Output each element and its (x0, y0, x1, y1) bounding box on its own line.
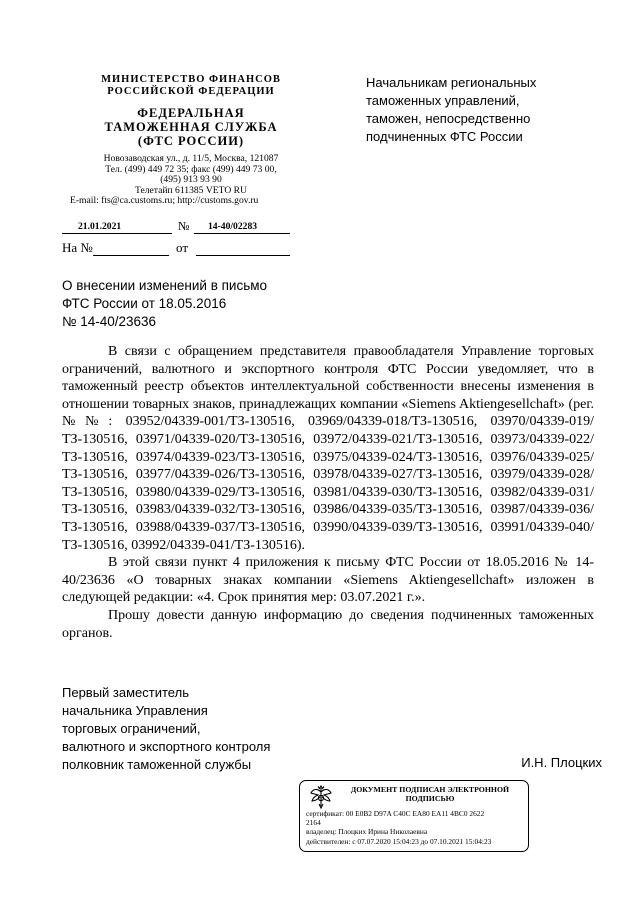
subject-line-2: ФТС России от 18.05.2016 (62, 296, 227, 311)
signer-line-5: полковник таможенной службы (62, 757, 252, 772)
subject-block (62, 277, 362, 331)
stamp-title-line-2: ПОДПИСЬЮ (405, 794, 455, 803)
reference-from-label: от (176, 240, 189, 255)
address: Новозаводская ул., д. 11/5, Москва, 121087 (103, 153, 279, 164)
reference-label: На № (62, 240, 93, 255)
subject-line-3: № 14-40/23636 (62, 314, 157, 329)
signer-line-1: Первый заместитель (62, 685, 189, 700)
signer-line-2: начальника Управления (62, 703, 208, 718)
reference-number-rule (93, 255, 169, 256)
addressee-line-1: Начальникам региональных (366, 75, 537, 90)
service-line-1: ФЕДЕРАЛЬНАЯ (137, 106, 245, 120)
letter-body (62, 343, 594, 642)
teletype: Телетайп 611385 VETO RU (135, 184, 247, 196)
outgoing-number: 14-40/02283 (208, 221, 258, 232)
ministry-line-1: МИНИСТЕРСТВО ФИНАНСОВ (101, 74, 281, 85)
phone: Тел. (499) 449 72 35; факс (499) 449 73 00, (105, 163, 277, 175)
outgoing-date: 21.01.2021 (78, 221, 122, 232)
ministry-line-2: РОССИЙСКОЙ ФЕДЕРАЦИИ (107, 86, 275, 98)
addressee-line-3: таможен, непосредственно (366, 111, 531, 126)
stamp-certificate: сертификат: 00 E0B2 D97A C40C EA80 EA11 4BC0 2622 (306, 809, 485, 818)
reference-date-rule (196, 255, 290, 256)
number-sign: № (178, 219, 190, 233)
service-name (60, 106, 322, 148)
signer-line-4: валютного и экспортного контроля (62, 739, 271, 754)
addressee-line-2: таможенных управлений, (366, 93, 520, 108)
electronic-signature-stamp (299, 780, 529, 852)
addressee-line-4: подчиненных ФТС России (366, 129, 523, 144)
body-paragraph-3: Прошу довести данную информацию до сведения подчиненных таможенных органов. (62, 607, 594, 641)
contact-block (60, 154, 322, 207)
stamp-title-line-1: ДОКУМЕНТ ПОДПИСАН ЭЛЕКТРОННОЙ (350, 785, 510, 794)
email: E-mail: fts@ca.customs.ru; http://customs.gov.ru (70, 195, 259, 207)
stamp-owner: владелец: Плоцких Ирина Николаевна (306, 827, 428, 837)
service-line-3: (ФТС РОССИИ) (137, 134, 245, 148)
stamp-details (306, 809, 524, 846)
body-paragraph-1: В связи с обращением представителя правообладателя Управление торговых ограничений, валютного и экспортного контроля ФТС России уведомляет, что в таможенный реестр объектов интеллектуальной собственности внесены изменения в отношении товарных знаков, принадлежащих компании «Siemens Aktiengesellchaft» (рег. №№: 03952/04339-001/ТЗ-130516, 03969/04339-018/ТЗ-130516, 03970/04339-019/ТЗ-130516, 03971/04339-020/ТЗ-130516, 03972/04339-021/ТЗ-130516, 03973/04339-022/ТЗ-130516, 03974/04339-023/ТЗ-130516, 03975/04339-024/ТЗ-130516, 03976/04339-025/ТЗ-130516, 03977/04339-026/ТЗ-130516, 03978/04339-027/ТЗ-130516, 03979/04339-028/ТЗ-130516, 03980/04339-029/ТЗ-130516, 03981/04339-030/ТЗ-130516, 03982/04339-031/ТЗ-130516, 03983/04339-032/ТЗ-130516, 03986/04339-035/ТЗ-130516, 03987/04339-036/ТЗ-130516, 03988/04339-037/ТЗ-130516, 03990/04339-039/ТЗ-130516, 03991/04339-040/ТЗ-130516, 03992/04339-041/ТЗ-130516). (62, 344, 594, 553)
number-rule (194, 233, 290, 234)
subject-line-1: О внесении изменений в письмо (62, 278, 268, 293)
body-paragraph-2: В этой связи пункт 4 приложения к письму ФТС России от 18.05.2016 № 14-40/23636 «О товарных знаках компании «Siemens Aktiengesellchaft» изложен в следующей редакции: «4. Срок принятия мер: 03.07.2021 г.». (62, 555, 594, 606)
stamp-title (340, 785, 520, 803)
signer-line-3: торговых ограничений, (62, 721, 201, 736)
ministry-name (60, 74, 322, 98)
phone-2: (495) 913 93 90 (160, 174, 222, 186)
signer-block (62, 684, 322, 774)
addressee-block (366, 74, 606, 146)
date-rule (62, 233, 172, 234)
stamp-certificate-2: 2164 (306, 818, 321, 828)
stamp-validity: действителен: с 07.07.2020 15:04:23 до 07.10.2021 15:04:23 (306, 836, 492, 846)
service-line-2: ТАМОЖЕННАЯ СЛУЖБА (104, 120, 278, 134)
signer-name: И.Н. Плоцких (521, 755, 602, 770)
coat-of-arms-icon (308, 784, 334, 810)
